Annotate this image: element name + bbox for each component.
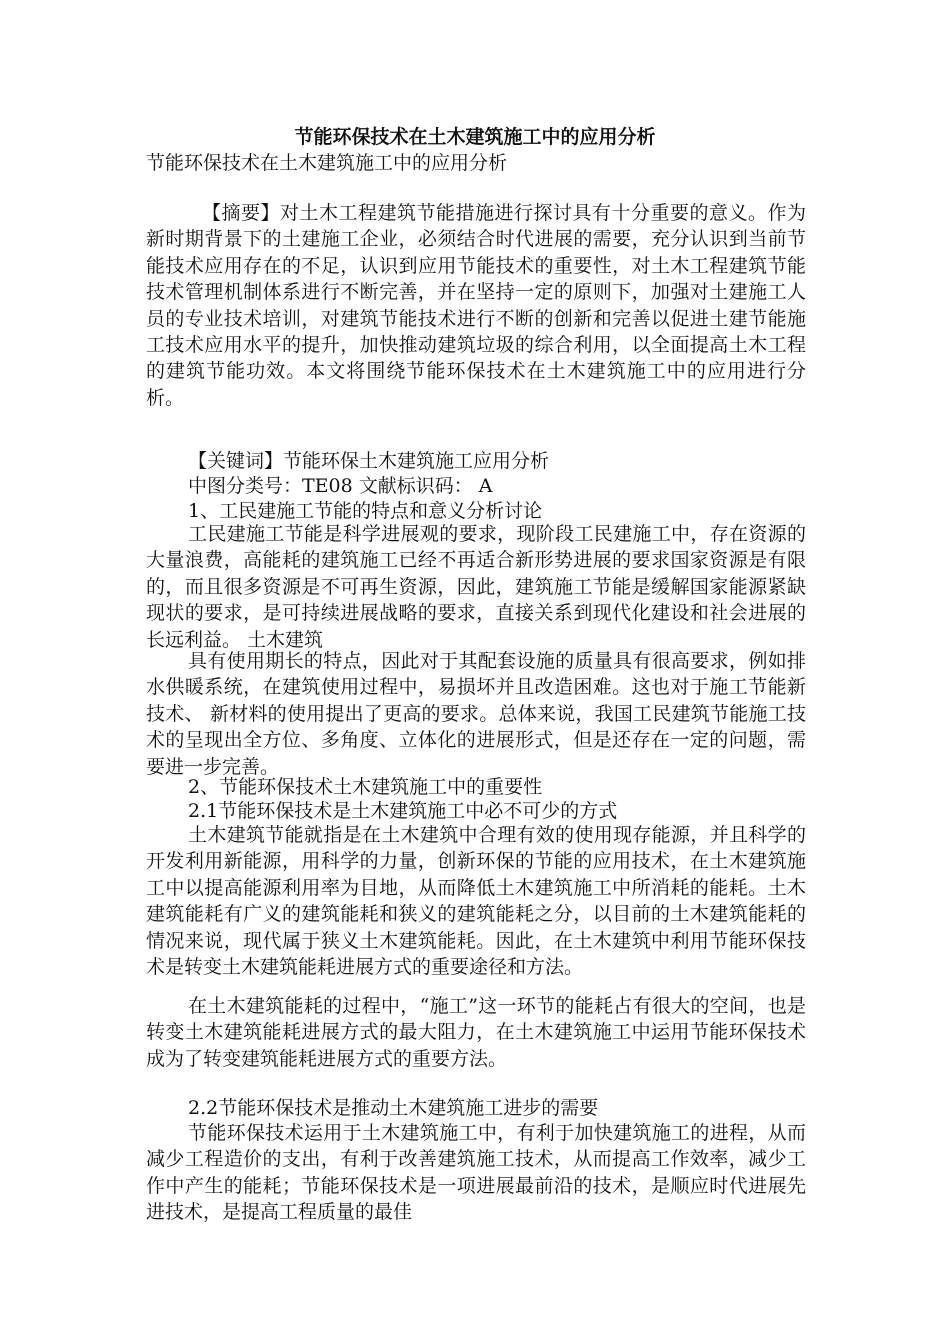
body-paragraph-5: 节能环保技术运用于土木建筑施工中，有利于加快建筑施工的进程，从而减少工程造价的支出，有利于改善建筑施工技术，从而提高工作效率，减少工作中产生的能耗；节能环保技术是一项进展最前沿的技术，是顺应时代进展先进技术，是提高工程质量的最佳 bbox=[146, 1122, 806, 1224]
section-heading-1: 1、工民建施工节能的特点和意义分析讨论 bbox=[188, 500, 543, 522]
section-heading-2: 2、节能环保技术土木建筑施工中的重要性 bbox=[188, 776, 543, 798]
keywords-line: 【关键词】节能环保土木建筑施工应用分析 bbox=[188, 450, 550, 472]
body-paragraph-3: 土木建筑节能就指是在土木建筑中合理有效的使用现存能源，并且科学的开发利用新能源，用科学的力量，创新环保的节能的应用技术，在土木建筑施工中以提高能源利用率为目地，从而降低土木建筑施工中所消耗的能耗。土木建筑能耗有广义的建筑能耗和狭义的建筑能耗之分，以目前的土木建筑能耗的情况来说，现代属于狭义土木建筑能耗。因此，在土木建筑中利用节能环保技术是转变土木建筑能耗进展方式的重要途径和方法。 bbox=[146, 824, 806, 979]
document-title: 节能环保技术在土木建筑施工中的应用分析 bbox=[294, 126, 656, 148]
document-subtitle: 节能环保技术在土木建筑施工中的应用分析 bbox=[146, 152, 508, 174]
body-paragraph-1: 工民建施工节能是科学进展观的要求，现阶段工民建施工中，存在资源的大量浪费，高能耗的建筑施工已经不再适合新形势进展的要求国家资源是有限的，而且很多资源是不可再生资源，因此，建筑施工节能是缓解国家能源紧缺现状的要求，是可持续进展战略的要求，直接关系到现代化建设和社会进展的长远利益。 土木建筑 bbox=[146, 523, 806, 651]
body-paragraph-2: 具有使用期长的特点，因此对于其配套设施的质量具有很高要求，例如排水供暖系统，在建筑使用过程中，易损坏并且改造困难。这也对于施工节能新技术、 新材料的使用提出了更高的要求。总体来说，我国工民建筑节能施工技术的呈现出全方位、多角度、立体化的进展形式，但是还存在一定的问题，需要进一步完善。 bbox=[146, 650, 806, 778]
classification-line: 中图分类号：TE08 文献标识码： A bbox=[188, 475, 493, 497]
section-heading-2-2: 2.2节能环保技术是推动土木建筑施工进步的需要 bbox=[188, 1097, 599, 1119]
body-paragraph-4: 在土木建筑能耗的过程中，“施工”这一环节的能耗占有很大的空间，也是转变土木建筑能耗进展方式的最大阻力，在土木建筑施工中运用节能环保技术成为了转变建筑能耗进展方式的重要方法。 bbox=[146, 995, 806, 1070]
abstract-paragraph: 【摘要】对土木工程建筑节能措施进行探讨具有十分重要的意义。作为新时期背景下的土建施工企业，必须结合时代进展的需要，充分认识到当前节能技术应用存在的不足，认识到应用节能技术的重要性，对土木工程建筑节能技术管理机制体系进行不断完善，并在坚持一定的原则下，加强对土建施工人员的专业技术培训，对建筑节能技术进行不断的创新和完善以促进土建节能施工技术应用水平的提升，加快推动建筑垃圾的综合利用，以全面提高土木工程的建筑节能功效。本文将围绕节能环保技术在土木建筑施工中的应用进行分析。 bbox=[146, 202, 806, 409]
section-heading-2-1: 2.1节能环保技术是土木建筑施工中必不可少的方式 bbox=[188, 800, 618, 822]
